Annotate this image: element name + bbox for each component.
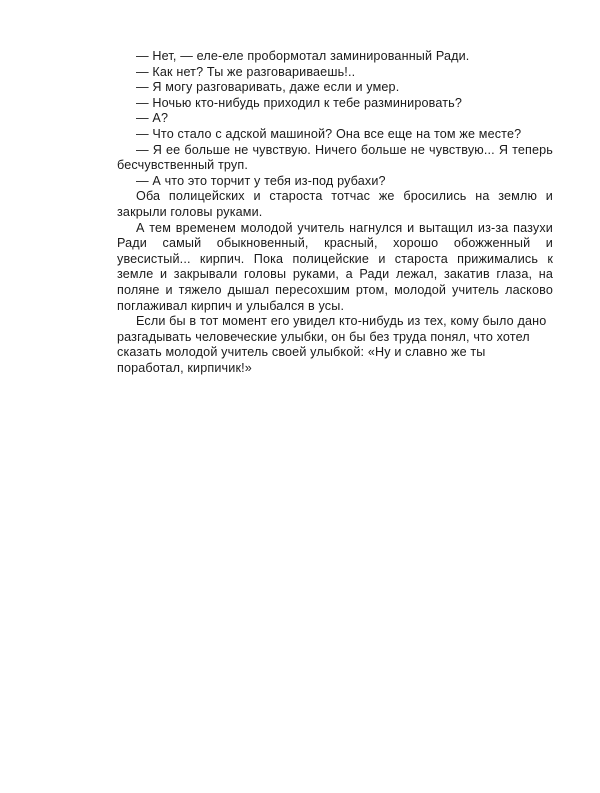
- dialogue-line: — Я ее больше не чувствую. Ничего больше не чувствую... Я теперь бесчувственный труп.: [117, 142, 553, 173]
- dialogue-line: — Нет, — еле-еле пробормотал заминированный Ради.: [136, 49, 470, 63]
- narrative-paragraph: Если бы в тот момент его увидел кто-нибудь из тех, кому было дано разгадывать человеческие улыбки, он бы без труда понял, что хотел сказать молодой учитель своей улыбкой: «Ну и славно же ты поработал, кирпичик!»: [117, 314, 547, 375]
- dialogue-line: — Ночью кто-нибудь приходил к тебе разминировать?: [136, 95, 463, 110]
- dialogue-line: — Как нет? Ты же разговариваешь!..: [136, 64, 356, 79]
- dialogue-line: — А что это торчит у тебя из-под рубахи?: [136, 173, 386, 188]
- narrative-paragraph: А тем временем молодой учитель нагнулся и вытащил из-за пазухи Ради самый обыкновенный, красный, хорошо обожженный и увесистый... кирпич. Пока полицейские и староста прижимались к земле и закрывали головы руками, а Ради лежал, закатив глаза, на поляне и тяжело дышал пересохшим ртом, молодой учитель ласково поглаживал кирпич и улыбался в усы.: [117, 220, 553, 313]
- narrative-paragraph: Оба полицейских и староста тотчас же бросились на землю и закрыли головы руками.: [117, 189, 553, 219]
- dialogue-line: — А?: [136, 111, 169, 126]
- dialogue-line: — Я могу разговаривать, даже если и умер.: [136, 80, 400, 95]
- text-block: [117, 49, 553, 376]
- dialogue-line: — Что стало с адской машиной? Она все еще на том же месте?: [136, 126, 522, 141]
